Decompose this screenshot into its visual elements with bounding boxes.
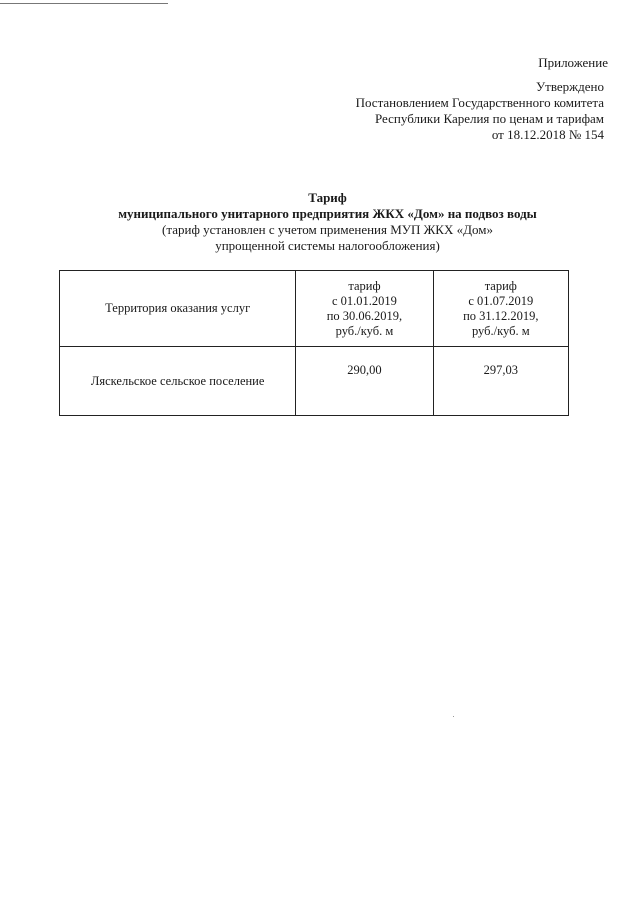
appendix-label: Приложение (538, 55, 608, 70)
cell-territory: Ляскельское сельское поселение (60, 347, 296, 416)
header-cell-territory: Территория оказания услуг (60, 271, 296, 347)
table-header-row (60, 271, 569, 347)
cell-tariff-h2: 297,03 (433, 347, 568, 416)
title-note-cont: упрощенной системы налогообложения) (215, 238, 440, 253)
title-subject: муниципального унитарного предприятия ЖКХ «Дом» на подвоз воды (118, 206, 537, 221)
table-row (60, 347, 569, 416)
approval-line: Утверждено (535, 79, 604, 94)
scan-edge-line (0, 3, 168, 4)
scan-speck (453, 716, 454, 717)
title-note: (тариф установлен с учетом применения МУП ЖКХ «Дом» (162, 222, 493, 237)
title-main: Тариф (308, 190, 347, 205)
tariff-table (59, 270, 569, 416)
header-cell-tariff-h2: тариф с 01.07.2019 по 31.12.2019, руб./куб. м (433, 271, 568, 347)
approval-date-line: от 18.12.2018 № 154 (491, 127, 604, 142)
document-title (0, 190, 640, 254)
approval-line: Постановлением Государственного комитета (355, 95, 604, 110)
cell-tariff-h1: 290,00 (296, 347, 433, 416)
approval-line: Республики Карелия по ценам и тарифам (374, 111, 604, 126)
header-cell-tariff-h1: тариф с 01.01.2019 по 30.06.2019, руб./куб. м (296, 271, 433, 347)
approval-block (356, 79, 604, 143)
